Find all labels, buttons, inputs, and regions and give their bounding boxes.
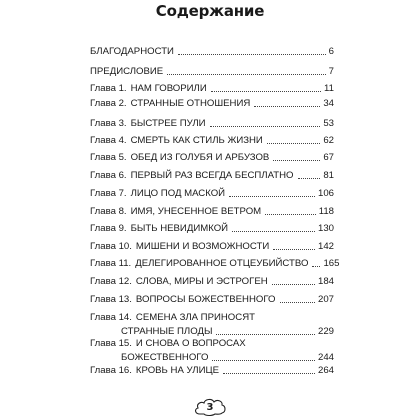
leader-dots <box>273 249 315 250</box>
toc-entry-page: 142 <box>317 241 334 252</box>
toc-entry <box>90 241 334 253</box>
page-number-badge <box>192 397 228 417</box>
toc-entry-page: 207 <box>317 294 334 305</box>
leader-dots <box>272 284 315 285</box>
toc-entry-page: 62 <box>323 135 334 146</box>
toc-entry <box>90 46 334 58</box>
toc-entry-chapter: Глава 13. <box>90 294 132 305</box>
toc-entry-chapter: Глава 10. <box>90 241 132 252</box>
toc-entry-title: БЫТЬ НЕВИДИМКОЙ <box>130 223 229 234</box>
toc-entry-chapter: Глава 12. <box>90 276 132 287</box>
toc-entry-chapter: Глава 14. <box>90 312 132 323</box>
page-number: 3 <box>206 401 214 413</box>
toc-entry-chapter: Глава 4. <box>90 135 127 146</box>
toc-entry-chapter: Глава 9. <box>90 223 127 234</box>
toc-entry <box>90 170 334 182</box>
toc-entry-chapter: Глава 3. <box>90 118 127 129</box>
toc-entry-page: 264 <box>317 365 334 376</box>
toc-entry-page: 118 <box>318 206 334 217</box>
toc-entry <box>90 118 334 130</box>
toc-entry-title: БЫСТРЕЕ ПУЛИ <box>130 118 206 129</box>
toc-entry-title-continued: СТРАННЫЕ ПЛОДЫ <box>121 326 213 337</box>
leader-dots <box>167 74 326 75</box>
toc-entry-title: ДЕЛЕГИРОВАННОЕ ОТЦЕУБИЙСТВО <box>135 258 309 269</box>
toc-entry-page: 81 <box>323 170 334 181</box>
toc-entry-title: ВОПРОСЫ БОЖЕСТВЕННОГО <box>135 294 276 305</box>
leader-dots <box>178 54 326 55</box>
toc-entry-title: ОБЕД ИЗ ГОЛУБЯ И АРБУЗОВ <box>130 152 270 163</box>
leader-dots <box>254 106 320 107</box>
leader-dots <box>267 143 320 144</box>
toc-entry <box>90 206 334 218</box>
toc-entry-chapter: Глава 8. <box>90 206 127 217</box>
toc-entry-chapter: Глава 15. <box>90 338 132 349</box>
toc-entry-page: 53 <box>323 118 334 129</box>
toc-entry <box>90 365 334 377</box>
toc-entry <box>90 152 334 164</box>
leader-dots <box>210 126 321 127</box>
page-title: Содержание <box>155 2 265 20</box>
toc-entry <box>90 66 334 78</box>
leader-dots <box>212 360 315 361</box>
toc-entry-title: СЕМЕНА ЗЛА ПРИНОСЯТ <box>135 312 255 323</box>
toc-entry-chapter: Глава 2. <box>90 98 127 109</box>
toc-entry-title: ПРЕДИСЛОВИЕ <box>90 66 164 77</box>
leader-dots <box>211 91 321 92</box>
toc-entry-title: ИМЯ, УНЕСЕННОЕ ВЕТРОМ <box>130 206 262 217</box>
toc-entry <box>90 98 334 110</box>
leader-dots <box>298 178 321 179</box>
toc-entry-title: ЛИЦО ПОД МАСКОЙ <box>130 188 226 199</box>
leader-dots <box>312 266 320 267</box>
toc-entry-page: 165 <box>323 258 340 269</box>
toc-entry <box>90 188 334 200</box>
toc-entry <box>90 258 340 270</box>
toc-entry <box>90 83 334 95</box>
toc-entry <box>90 294 334 306</box>
toc-entry-page: 130 <box>317 223 334 234</box>
toc-entry-title: И СНОВА О ВОПРОСАХ <box>135 338 246 349</box>
toc-entry-title: КРОВЬ НА УЛИЦЕ <box>135 365 219 376</box>
leader-dots <box>265 214 316 215</box>
toc-entry-chapter: Глава 6. <box>90 170 127 181</box>
toc-entry-title-continued: БОЖЕСТВЕННОГО <box>121 352 209 363</box>
toc-entry-page: 67 <box>323 152 334 163</box>
toc-entry-chapter: Глава 16. <box>90 365 132 376</box>
toc-entry-page: 7 <box>328 66 334 77</box>
toc-entry-page: 184 <box>317 276 334 287</box>
toc-entry-chapter: Глава 5. <box>90 152 127 163</box>
toc-entry-page: 34 <box>323 98 334 109</box>
toc-entry-title: ПЕРВЫЙ РАЗ ВСЕГДА БЕСПЛАТНО <box>130 170 294 181</box>
toc-entry-title: СМЕРТЬ КАК СТИЛЬ ЖИЗНИ <box>130 135 263 146</box>
leader-dots <box>216 334 315 335</box>
toc-entry-page: 229 <box>317 326 334 337</box>
toc-entry-chapter: Глава 11. <box>90 258 132 269</box>
toc-entry-page: 6 <box>328 46 334 57</box>
toc-entry-title: МИШЕНИ И ВОЗМОЖНОСТИ <box>135 241 270 252</box>
toc-entry-title: СТРАННЫЕ ОТНОШЕНИЯ <box>130 98 251 109</box>
toc-entry <box>90 312 334 338</box>
toc-entry-page: 11 <box>324 83 334 94</box>
toc-entry-title: БЛАГОДАРНОСТИ <box>90 46 174 57</box>
toc-entry-title: НАМ ГОВОРИЛИ <box>130 83 207 94</box>
toc-entry-page: 244 <box>317 352 334 363</box>
toc-entry <box>90 223 334 235</box>
toc-entry <box>90 338 334 364</box>
leader-dots <box>273 160 320 161</box>
leader-dots <box>280 302 315 303</box>
toc-entry <box>90 276 334 288</box>
toc-entry-chapter: Глава 7. <box>90 188 127 199</box>
toc-entry-title: СЛОВА, МИРЫ И ЭСТРОГЕН <box>135 276 268 287</box>
toc-entry <box>90 135 334 147</box>
leader-dots <box>232 231 315 232</box>
toc-entry-chapter: Глава 1. <box>90 83 127 94</box>
toc-entry-page: 106 <box>317 188 334 199</box>
leader-dots <box>229 196 315 197</box>
leader-dots <box>223 373 315 374</box>
